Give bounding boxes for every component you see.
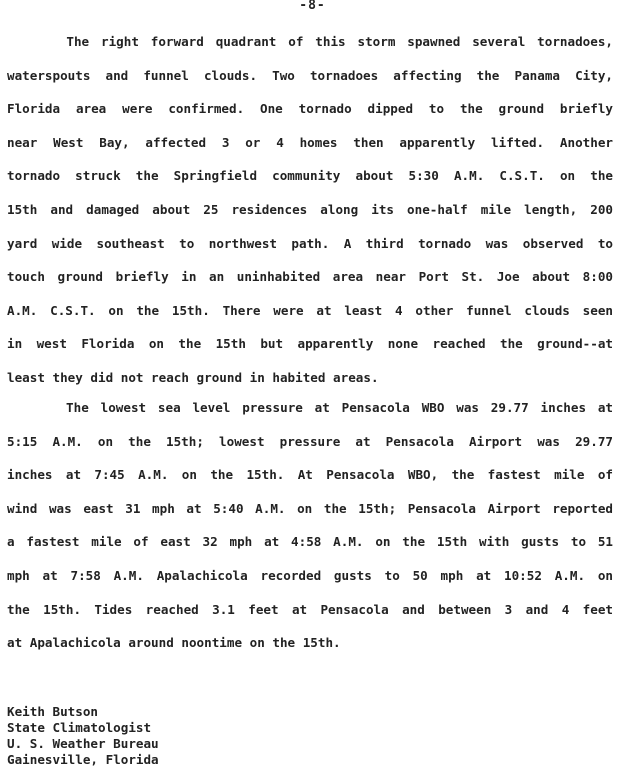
text-line: Florida area were confirmed. One tornado dipped to the ground briefly <box>7 101 613 117</box>
text-line: 5:15 A.M. on the 15th; lowest pressure at Pensacola Airport was 29.77 <box>7 433 613 449</box>
signature-location: Gainesville, Florida <box>7 752 159 767</box>
text-line: The right forward quadrant of this storm spawned several tornadoes, <box>7 34 613 49</box>
text-line: least they did not reach ground in habited areas. <box>7 369 379 385</box>
text-line: wind was east 31 mph at 5:40 A.M. on the 15th; Pensacola Airport reported <box>7 500 613 516</box>
text-line: at Apalachicola around noontime on the 15th. <box>7 635 341 651</box>
text-line: A.M. C.S.T. on the 15th. There were at least 4 other funnel clouds seen <box>7 302 613 318</box>
text-line: The lowest sea level pressure at Pensacola WBO was 29.77 inches at <box>7 400 613 415</box>
text-line: a fastest mile of east 32 mph at 4:58 A.M. on the 15th with gusts to 51 <box>7 534 613 550</box>
page-number: -8- <box>299 0 326 13</box>
signature-block <box>7 704 307 768</box>
signature-title: State Climatologist <box>7 720 152 735</box>
text-line: yard wide southeast to northwest path. A third tornado was observed to <box>7 235 613 251</box>
text-line: waterspouts and funnel clouds. Two tornadoes affecting the Panama City, <box>7 67 613 83</box>
text-line: 15th and damaged about 25 residences along its one-half mile length, 200 <box>7 201 613 217</box>
text-line: mph at 7:58 A.M. Apalachicola recorded gusts to 50 mph at 10:52 A.M. on <box>7 567 613 583</box>
pressure-wind-paragraph <box>7 391 613 660</box>
text-line: touch ground briefly in an uninhabited area near Port St. Joe about 8:00 <box>7 269 613 285</box>
signature-office: U. S. Weather Bureau <box>7 736 159 751</box>
signature-name: Keith Butson <box>7 704 98 719</box>
text-line: near West Bay, affected 3 or 4 homes then apparently lifted. Another <box>7 134 613 150</box>
text-line: in west Florida on the 15th but apparently none reached the ground--at <box>7 336 613 352</box>
text-line: tornado struck the Springfield community about 5:30 A.M. C.S.T. on the <box>7 168 613 184</box>
tornado-paragraph <box>7 25 613 395</box>
text-line: inches at 7:45 A.M. on the 15th. At Pensacola WBO, the fastest mile of <box>7 467 613 483</box>
text-line: the 15th. Tides reached 3.1 feet at Pensacola and between 3 and 4 feet <box>7 601 613 617</box>
